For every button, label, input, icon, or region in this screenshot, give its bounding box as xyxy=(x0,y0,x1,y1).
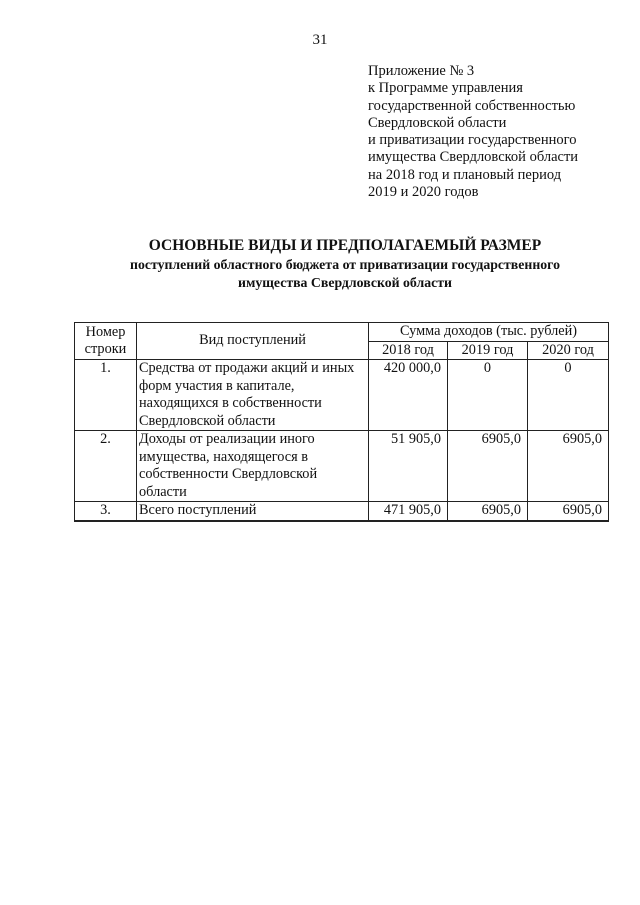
appendix-line: имущества Свердловской области xyxy=(368,149,579,166)
appendix-line: и приватизации государственного xyxy=(368,132,577,149)
row-value-2020: 0 xyxy=(528,360,609,431)
appendix-line: 2019 и 2020 годов xyxy=(368,184,479,201)
table-row xyxy=(75,360,609,431)
row-value-2019: 6905,0 xyxy=(448,502,528,521)
appendix-line: Приложение № 3 xyxy=(368,63,475,79)
appendix-line: к Программе управления xyxy=(368,80,523,97)
appendix-line: Свердловской области xyxy=(368,114,507,131)
row-number: 3. xyxy=(75,502,137,521)
row-number: 2. xyxy=(75,431,137,502)
table-header-row xyxy=(75,323,609,342)
header-kind: Вид поступлений xyxy=(137,323,369,360)
header-year-2020: 2020 год xyxy=(528,341,609,360)
header-year-2018: 2018 год xyxy=(369,341,448,360)
header-year-2019: 2019 год xyxy=(448,341,528,360)
header-sum: Сумма доходов (тыс. рублей) xyxy=(369,323,609,342)
page-number: 31 xyxy=(312,32,328,48)
title-line: поступлений областного бюджета от приватизации государственного xyxy=(130,257,560,272)
title-line: ОСНОВНЫЕ ВИДЫ И ПРЕДПОЛАГАЕМЫЙ РАЗМЕР xyxy=(148,237,542,254)
row-value-2019: 6905,0 xyxy=(448,431,528,502)
row-value-2018: 420 000,0 xyxy=(369,360,448,431)
header-row-number: Номер строки xyxy=(75,323,137,360)
row-value-2019: 0 xyxy=(448,360,528,431)
row-value-2020: 6905,0 xyxy=(528,431,609,502)
row-number: 1. xyxy=(75,360,137,431)
row-value-2020: 6905,0 xyxy=(528,502,609,521)
revenue-table xyxy=(74,322,609,522)
row-value-2018: 471 905,0 xyxy=(369,502,448,521)
table-row xyxy=(75,431,609,502)
appendix-line: на 2018 год и плановый период xyxy=(368,166,562,183)
title-line: имущества Свердловской области xyxy=(238,275,452,290)
appendix-line: государственной собственностью xyxy=(368,97,576,114)
row-kind: Доходы от реализации иного имущества, находящегося в собственности Свердловской области xyxy=(137,431,369,502)
appendix-note xyxy=(368,63,578,201)
row-kind: Средства от продажи акций и иных форм участия в капитале, находящихся в собственности Свердловской области xyxy=(137,360,369,431)
row-value-2018: 51 905,0 xyxy=(369,431,448,502)
table-row-total xyxy=(75,502,609,521)
row-kind: Всего поступлений xyxy=(137,502,369,521)
document-title xyxy=(0,236,640,292)
